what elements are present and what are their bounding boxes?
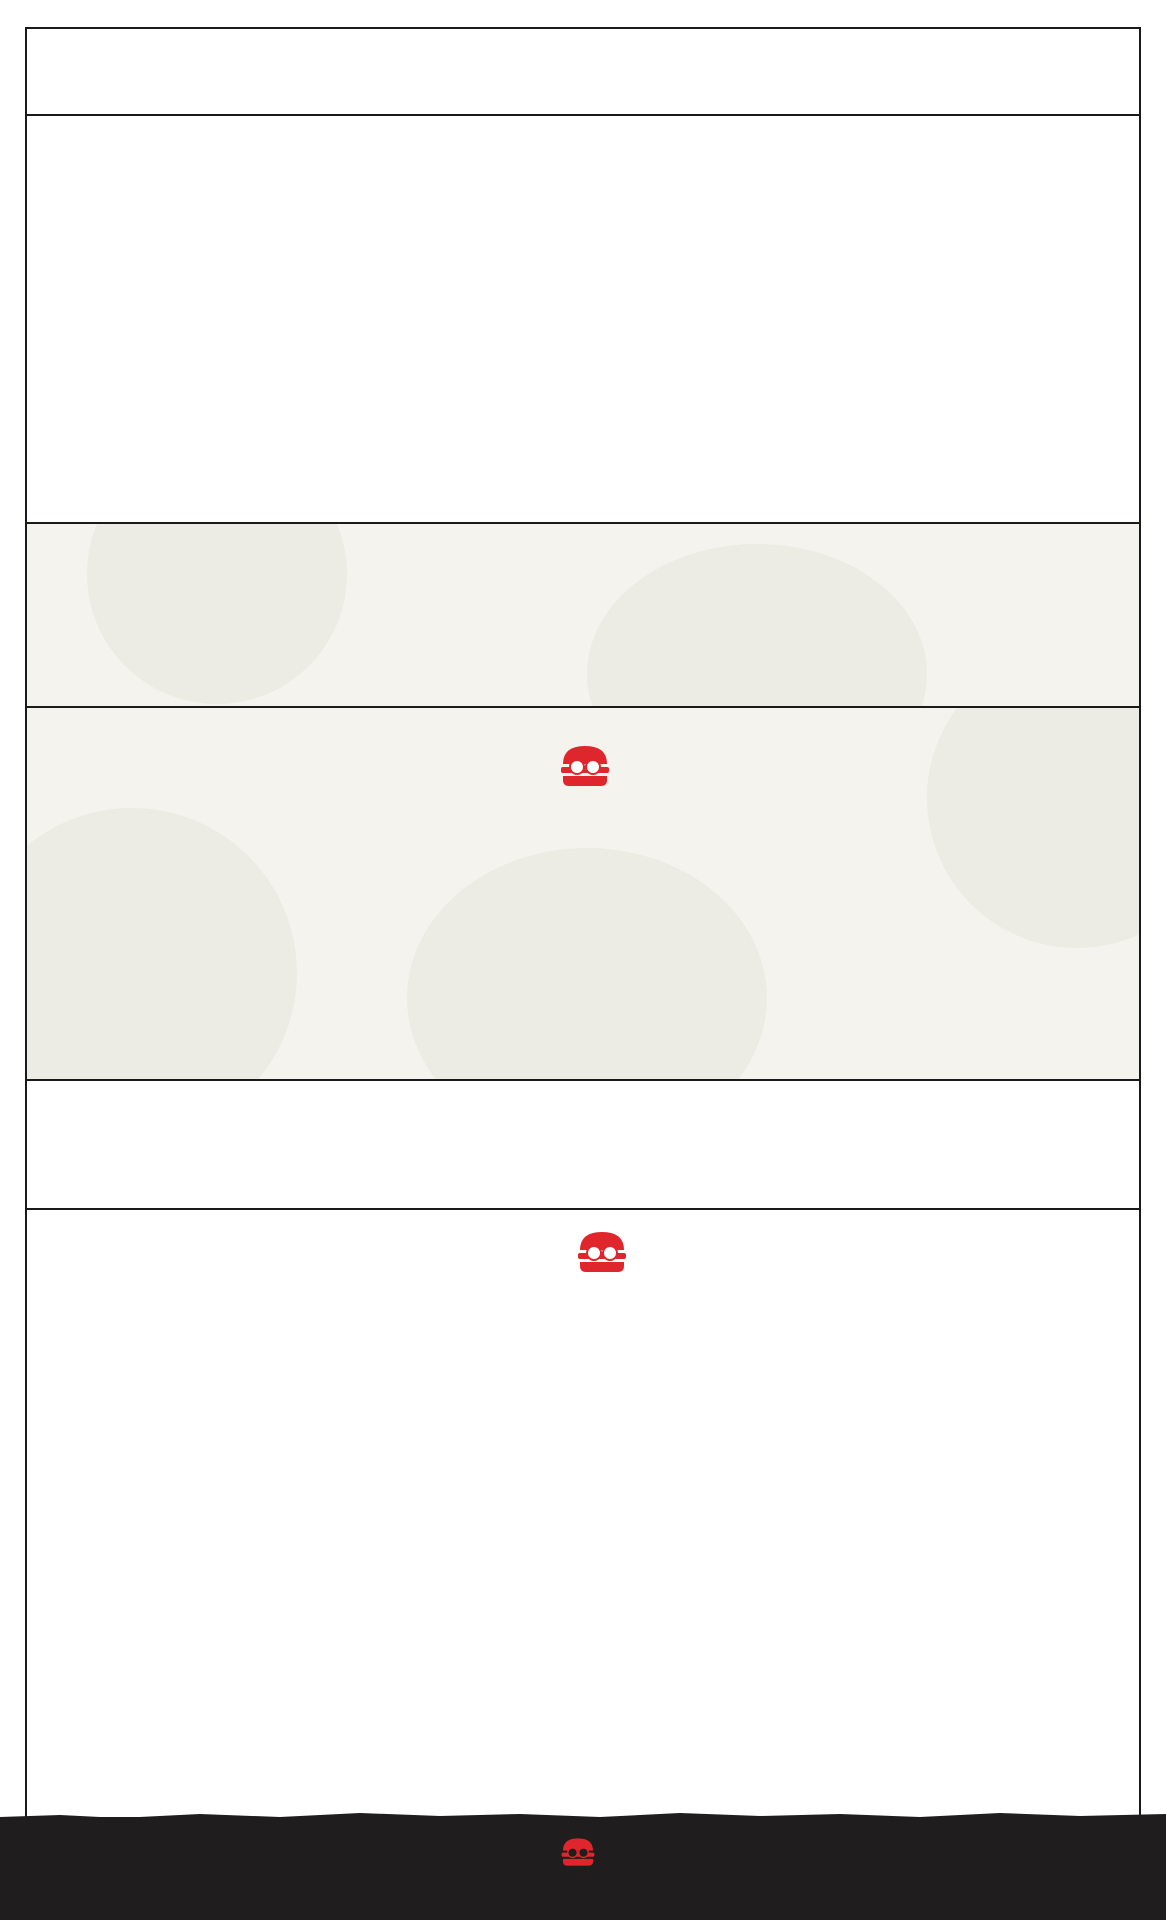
menu-item — [47, 938, 407, 942]
menu-item — [807, 920, 1137, 924]
burger-icon — [559, 744, 611, 788]
decor-shape — [927, 708, 1139, 948]
menu-item — [427, 236, 737, 240]
menu-item — [787, 136, 1127, 140]
menu-item — [47, 779, 407, 783]
greens-header — [27, 524, 1139, 708]
menu-item — [47, 253, 387, 257]
dressing-selections — [27, 549, 1139, 573]
burger-icon — [576, 1230, 628, 1274]
before-burgers-header — [27, 29, 1139, 116]
not-burgers-col2 — [412, 1230, 792, 1294]
greens-body — [27, 708, 1139, 1081]
footer — [0, 1817, 1166, 1920]
torn-edge — [0, 1807, 1166, 1821]
featured-item — [397, 744, 773, 802]
not-burgers-col1 — [47, 1230, 397, 1244]
menu-item — [807, 779, 1137, 783]
decor-shape — [27, 808, 297, 1081]
decor-shape — [407, 848, 767, 1081]
not-burgers-header — [27, 1081, 1139, 1210]
menu-frame — [25, 27, 1141, 1827]
menu-item — [47, 136, 387, 140]
all-star-legend — [0, 1837, 1166, 1867]
menu-item — [427, 136, 737, 140]
before-burgers-body — [27, 116, 1139, 524]
menu-item — [47, 371, 387, 375]
menu-item — [787, 236, 1127, 240]
sauces-list — [812, 428, 962, 431]
burger-icon — [560, 1837, 596, 1867]
seasonings-list — [1021, 428, 1131, 431]
not-burgers-body — [27, 1210, 1139, 1810]
